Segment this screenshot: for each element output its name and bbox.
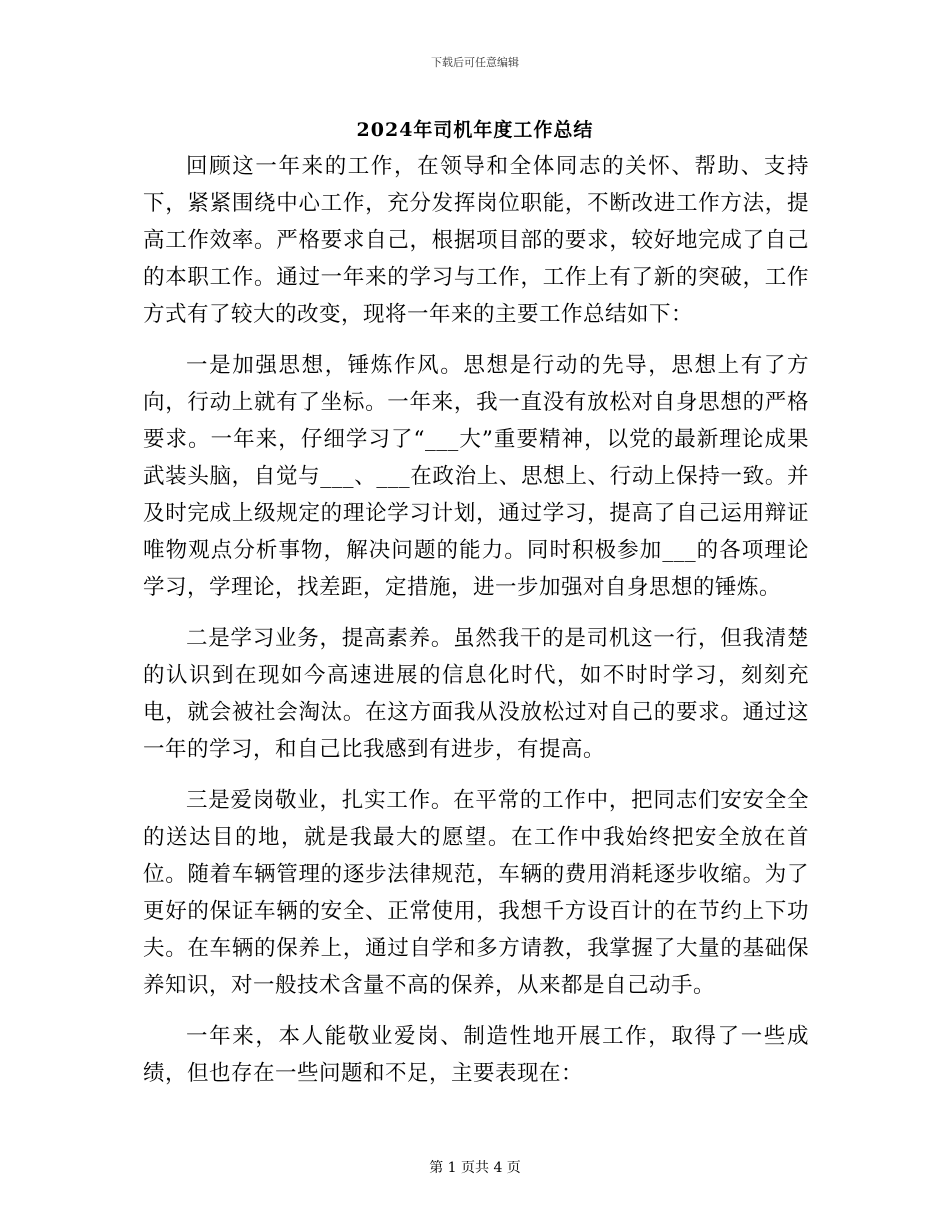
document-title: 2024年司机年度工作总结 xyxy=(356,119,594,141)
paragraph-study: 二是学习业务，提高素养。虽然我干的是司机这一行，但我清楚的认识到在现如今高速进展的信息化时代，如不时时学习，刻刻充电，就会被社会淘汰。在这方面我从没放松过对自己的要求。通过这一年的学习，和自己比我感到有进步，有提高。 xyxy=(143,626,809,762)
page-number-footer: 第 1 页共 4 页 xyxy=(429,1160,521,1176)
paragraph-work: 三是爱岗敬业，扎实工作。在平常的工作中，把同志们安安全全的送达目的地，就是我最大的愿望。在工作中我始终把安全放在首位。随着车辆管理的逐步法律规范，车辆的费用消耗逐步收缩。为了更好的保证车辆的安全、正常使用，我想千方设百计的在节约上下功夫。在车辆的保养上，通过自学和多方请教，我掌握了大量的基础保养知识，对一般技术含量不高的保养，从来都是自己动手。 xyxy=(143,788,809,998)
paragraph-thought: 一是加强思想，锤炼作风。思想是行动的先导，思想上有了方向，行动上就有了坐标。一年来，我一直没有放松对自身思想的严格要求。一年来，仔细学习了“___大”重要精神，以党的最新理论成果武装头脑，自觉与___、___在政治上、思想上、行动上保持一致。并及时完成上级规定的理论学习计划，通过学习，提高了自己运用辩证唯物观点分析事物，解决问题的能力。同时积极参加___的各项理论学习，学理论，找差距，定措施，进一步加强对自身思想的锤炼。 xyxy=(143,353,809,600)
page-header-note: 下载后可任意编辑 xyxy=(431,56,519,69)
paragraph-shortcomings: 一年来，本人能敬业爱岗、制造性地开展工作，取得了一些成绩，但也存在一些问题和不足，主要表现在： xyxy=(143,1024,809,1086)
paragraph-intro: 回顾这一年来的工作，在领导和全体同志的关怀、帮助、支持下，紧紧围绕中心工作，充分发挥岗位职能，不断改进工作方法，提高工作效率。严格要求自己，根据项目部的要求，较好地完成了自己的本职工作。通过一年来的学习与工作，工作上有了新的突破，工作方式有了较大的改变，现将一年来的主要工作总结如下： xyxy=(143,154,809,327)
document-body xyxy=(143,148,809,1106)
